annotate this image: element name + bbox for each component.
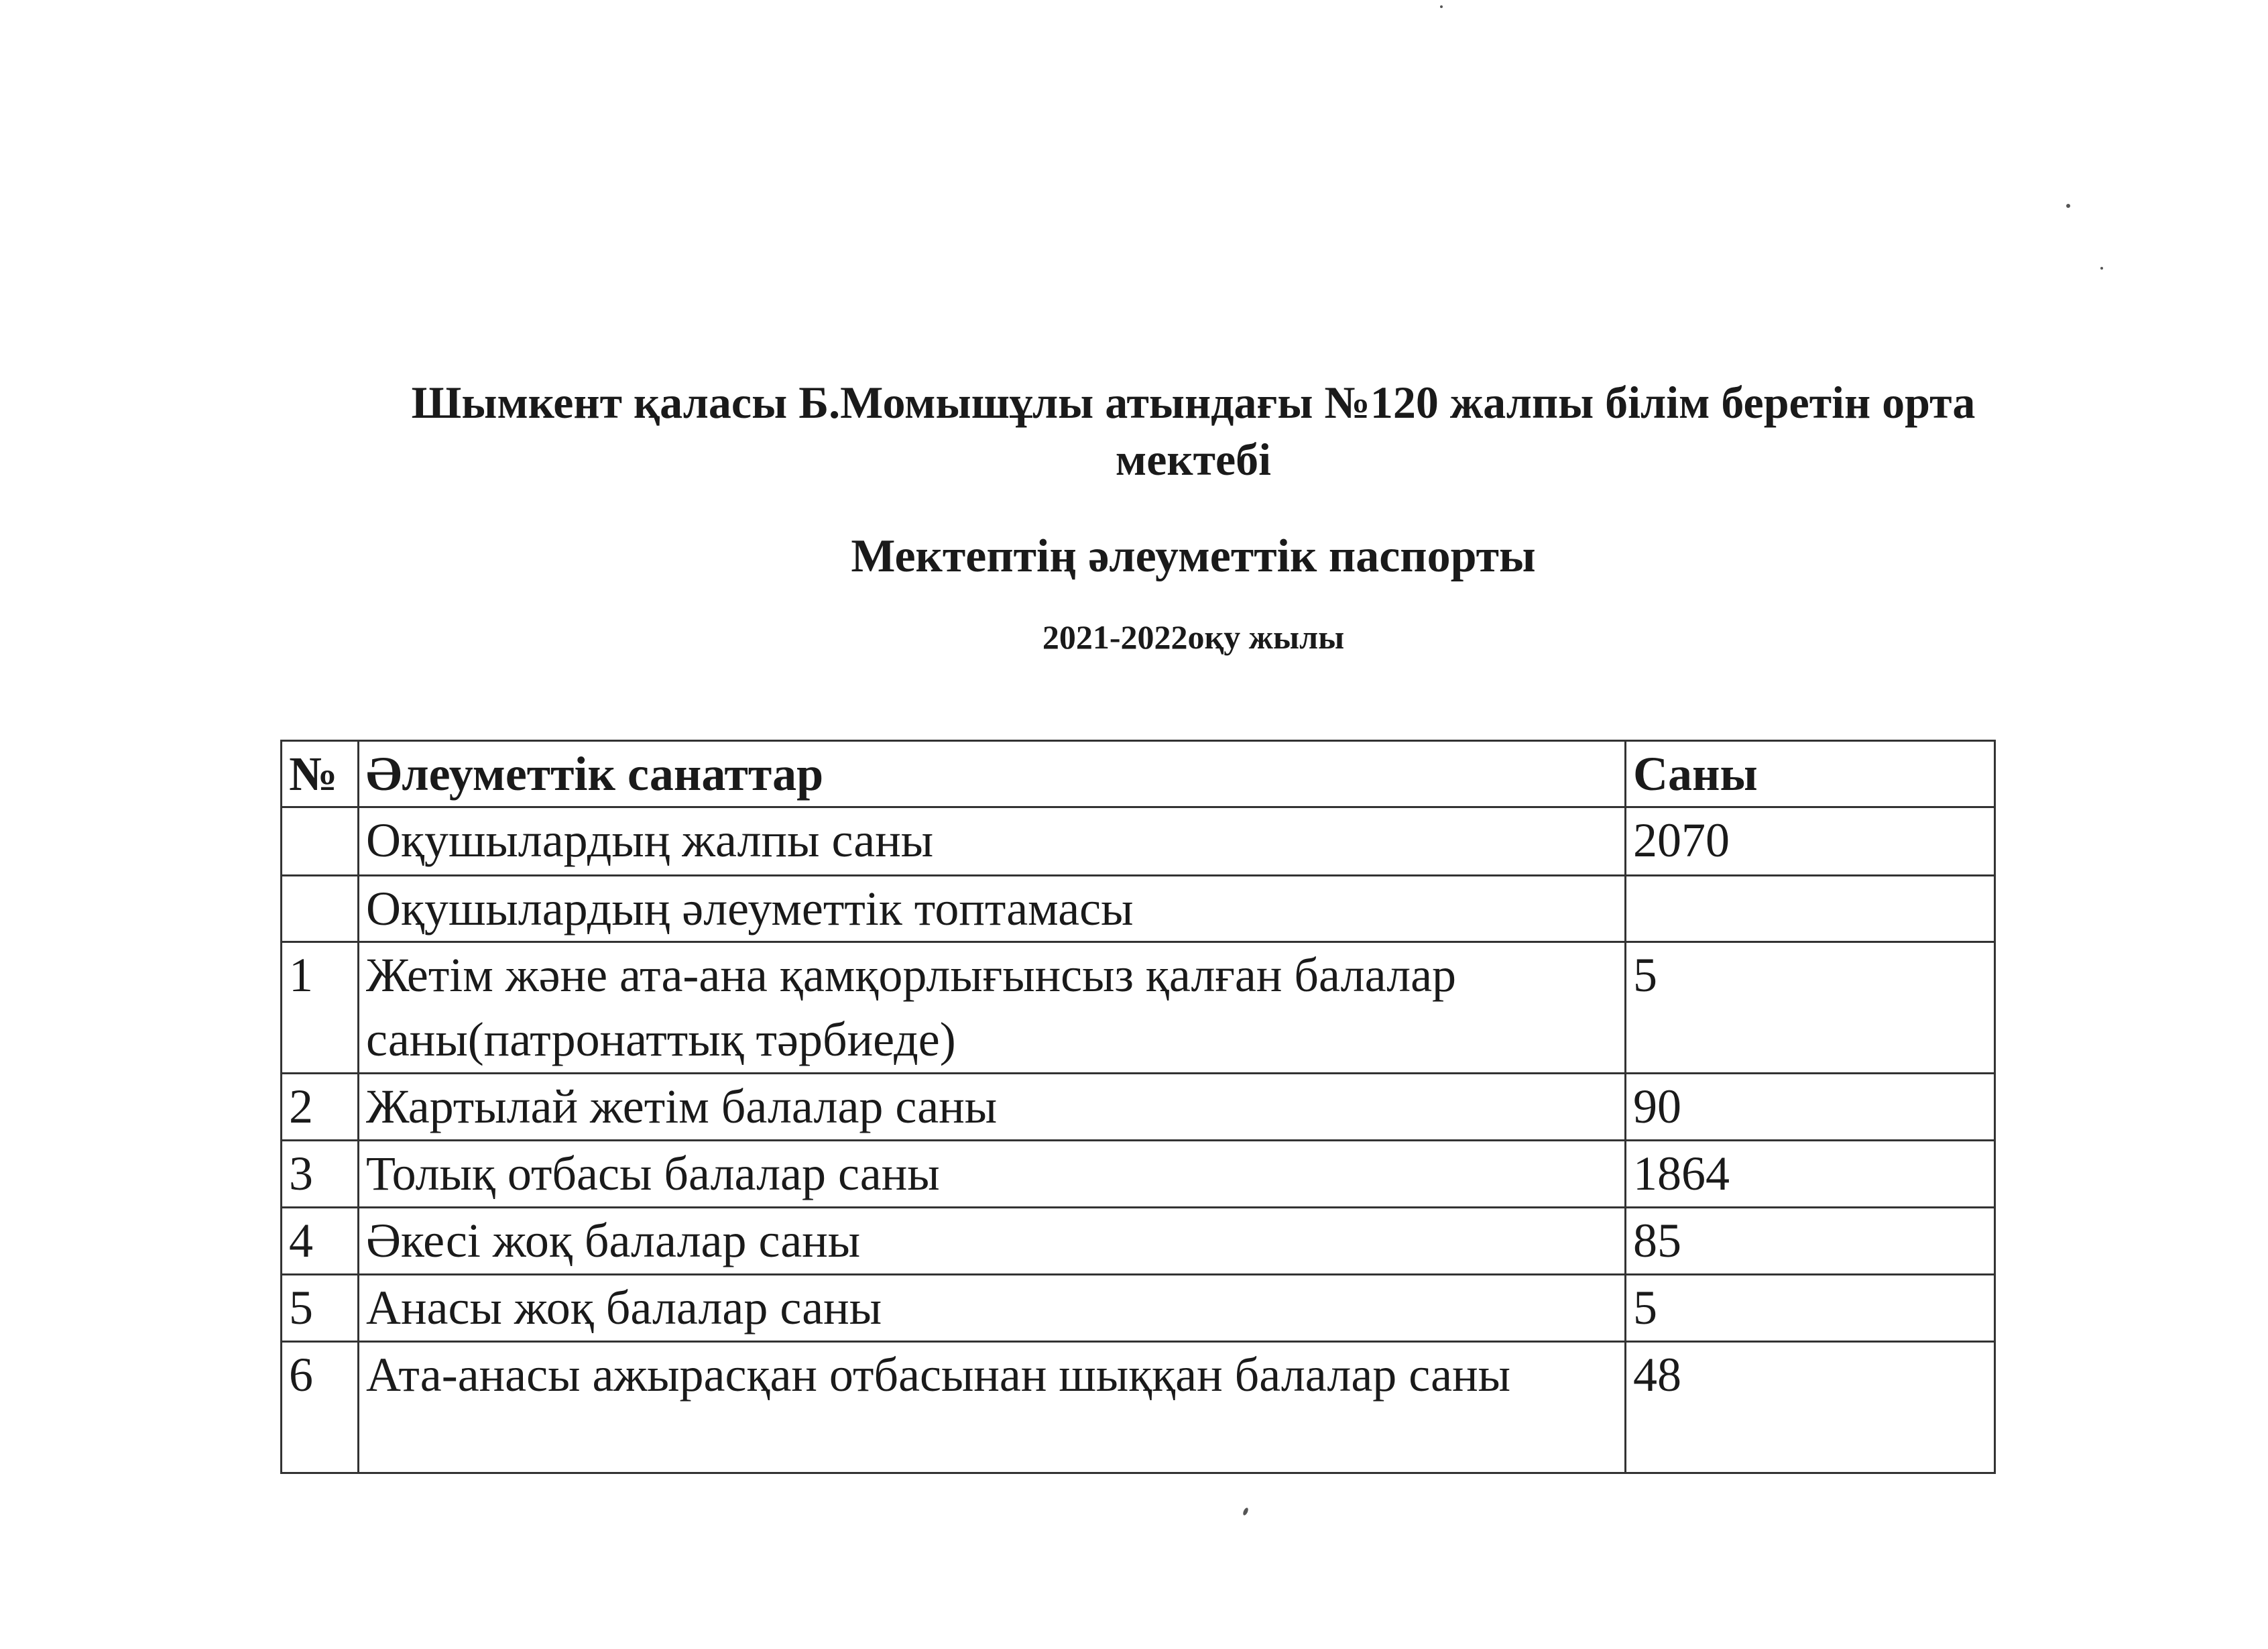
table-cell-count — [1626, 876, 1995, 942]
table-cell-count: 2070 — [1626, 807, 1995, 876]
table-cell-number: 1 — [282, 942, 359, 1074]
table-cell-category: Толық отбасы балалар саны — [359, 1141, 1626, 1208]
scan-speck — [2100, 267, 2103, 270]
table-cell-count: 5 — [1626, 942, 1995, 1074]
table-cell-number: 2 — [282, 1074, 359, 1141]
scan-speck — [1440, 5, 1443, 8]
header-category: Әлеуметтік санаттар — [359, 741, 1626, 807]
table-row — [282, 1275, 1995, 1342]
table-cell-category: Оқушылардың жалпы саны — [359, 807, 1626, 876]
table-cell-count: 90 — [1626, 1074, 1995, 1141]
header-number: № — [282, 741, 359, 807]
table-cell-count: 1864 — [1626, 1141, 1995, 1208]
table-cell-count: 48 — [1626, 1342, 1995, 1473]
table-row — [282, 1074, 1995, 1141]
table-row — [282, 1342, 1995, 1473]
scan-speck — [1242, 1507, 1250, 1516]
total-row — [282, 807, 1995, 876]
table-row — [282, 1141, 1995, 1208]
table-cell-count: 85 — [1626, 1208, 1995, 1275]
scan-speck — [2066, 204, 2070, 208]
table-cell-number: 4 — [282, 1208, 359, 1275]
table-cell-number: 6 — [282, 1342, 359, 1473]
table-row — [282, 942, 1995, 1074]
table-cell-number — [282, 807, 359, 876]
document-title: Шымкент қаласы Б.Момышұлы атындағы №120 жалпы білім беретін орта — [411, 377, 1976, 428]
table-cell-category: Анасы жоқ балалар саны — [359, 1275, 1626, 1342]
table-cell-category: Жетім және ата-ана қамқорлығынсыз қалған балалар саны(патронаттық тәрбиеде) — [359, 942, 1626, 1074]
section-row — [282, 876, 1995, 942]
document-title-continued: мектебі — [1115, 434, 1272, 485]
table-cell-number: 3 — [282, 1141, 359, 1208]
document-subtitle: Мектептің әлеуметтік паспорты — [851, 530, 1536, 582]
table-cell-number: 5 — [282, 1275, 359, 1342]
table-cell-category: Оқушылардың әлеуметтік топтамасы — [359, 876, 1626, 942]
table-cell-count: 5 — [1626, 1275, 1995, 1342]
table-row — [282, 1208, 1995, 1275]
table-cell-category: Ата-анасы ажырасқан отбасынан шыққан балалар саны — [359, 1342, 1626, 1473]
academic-year: 2021-2022оқу жылы — [1042, 618, 1345, 656]
social-passport-table — [280, 740, 1996, 1474]
table-cell-category: Жартылай жетім балалар саны — [359, 1074, 1626, 1141]
table-cell-number — [282, 876, 359, 942]
table-cell-category: Әкесі жоқ балалар саны — [359, 1208, 1626, 1275]
table-header-row — [282, 741, 1995, 807]
header-count: Саны — [1626, 741, 1995, 807]
